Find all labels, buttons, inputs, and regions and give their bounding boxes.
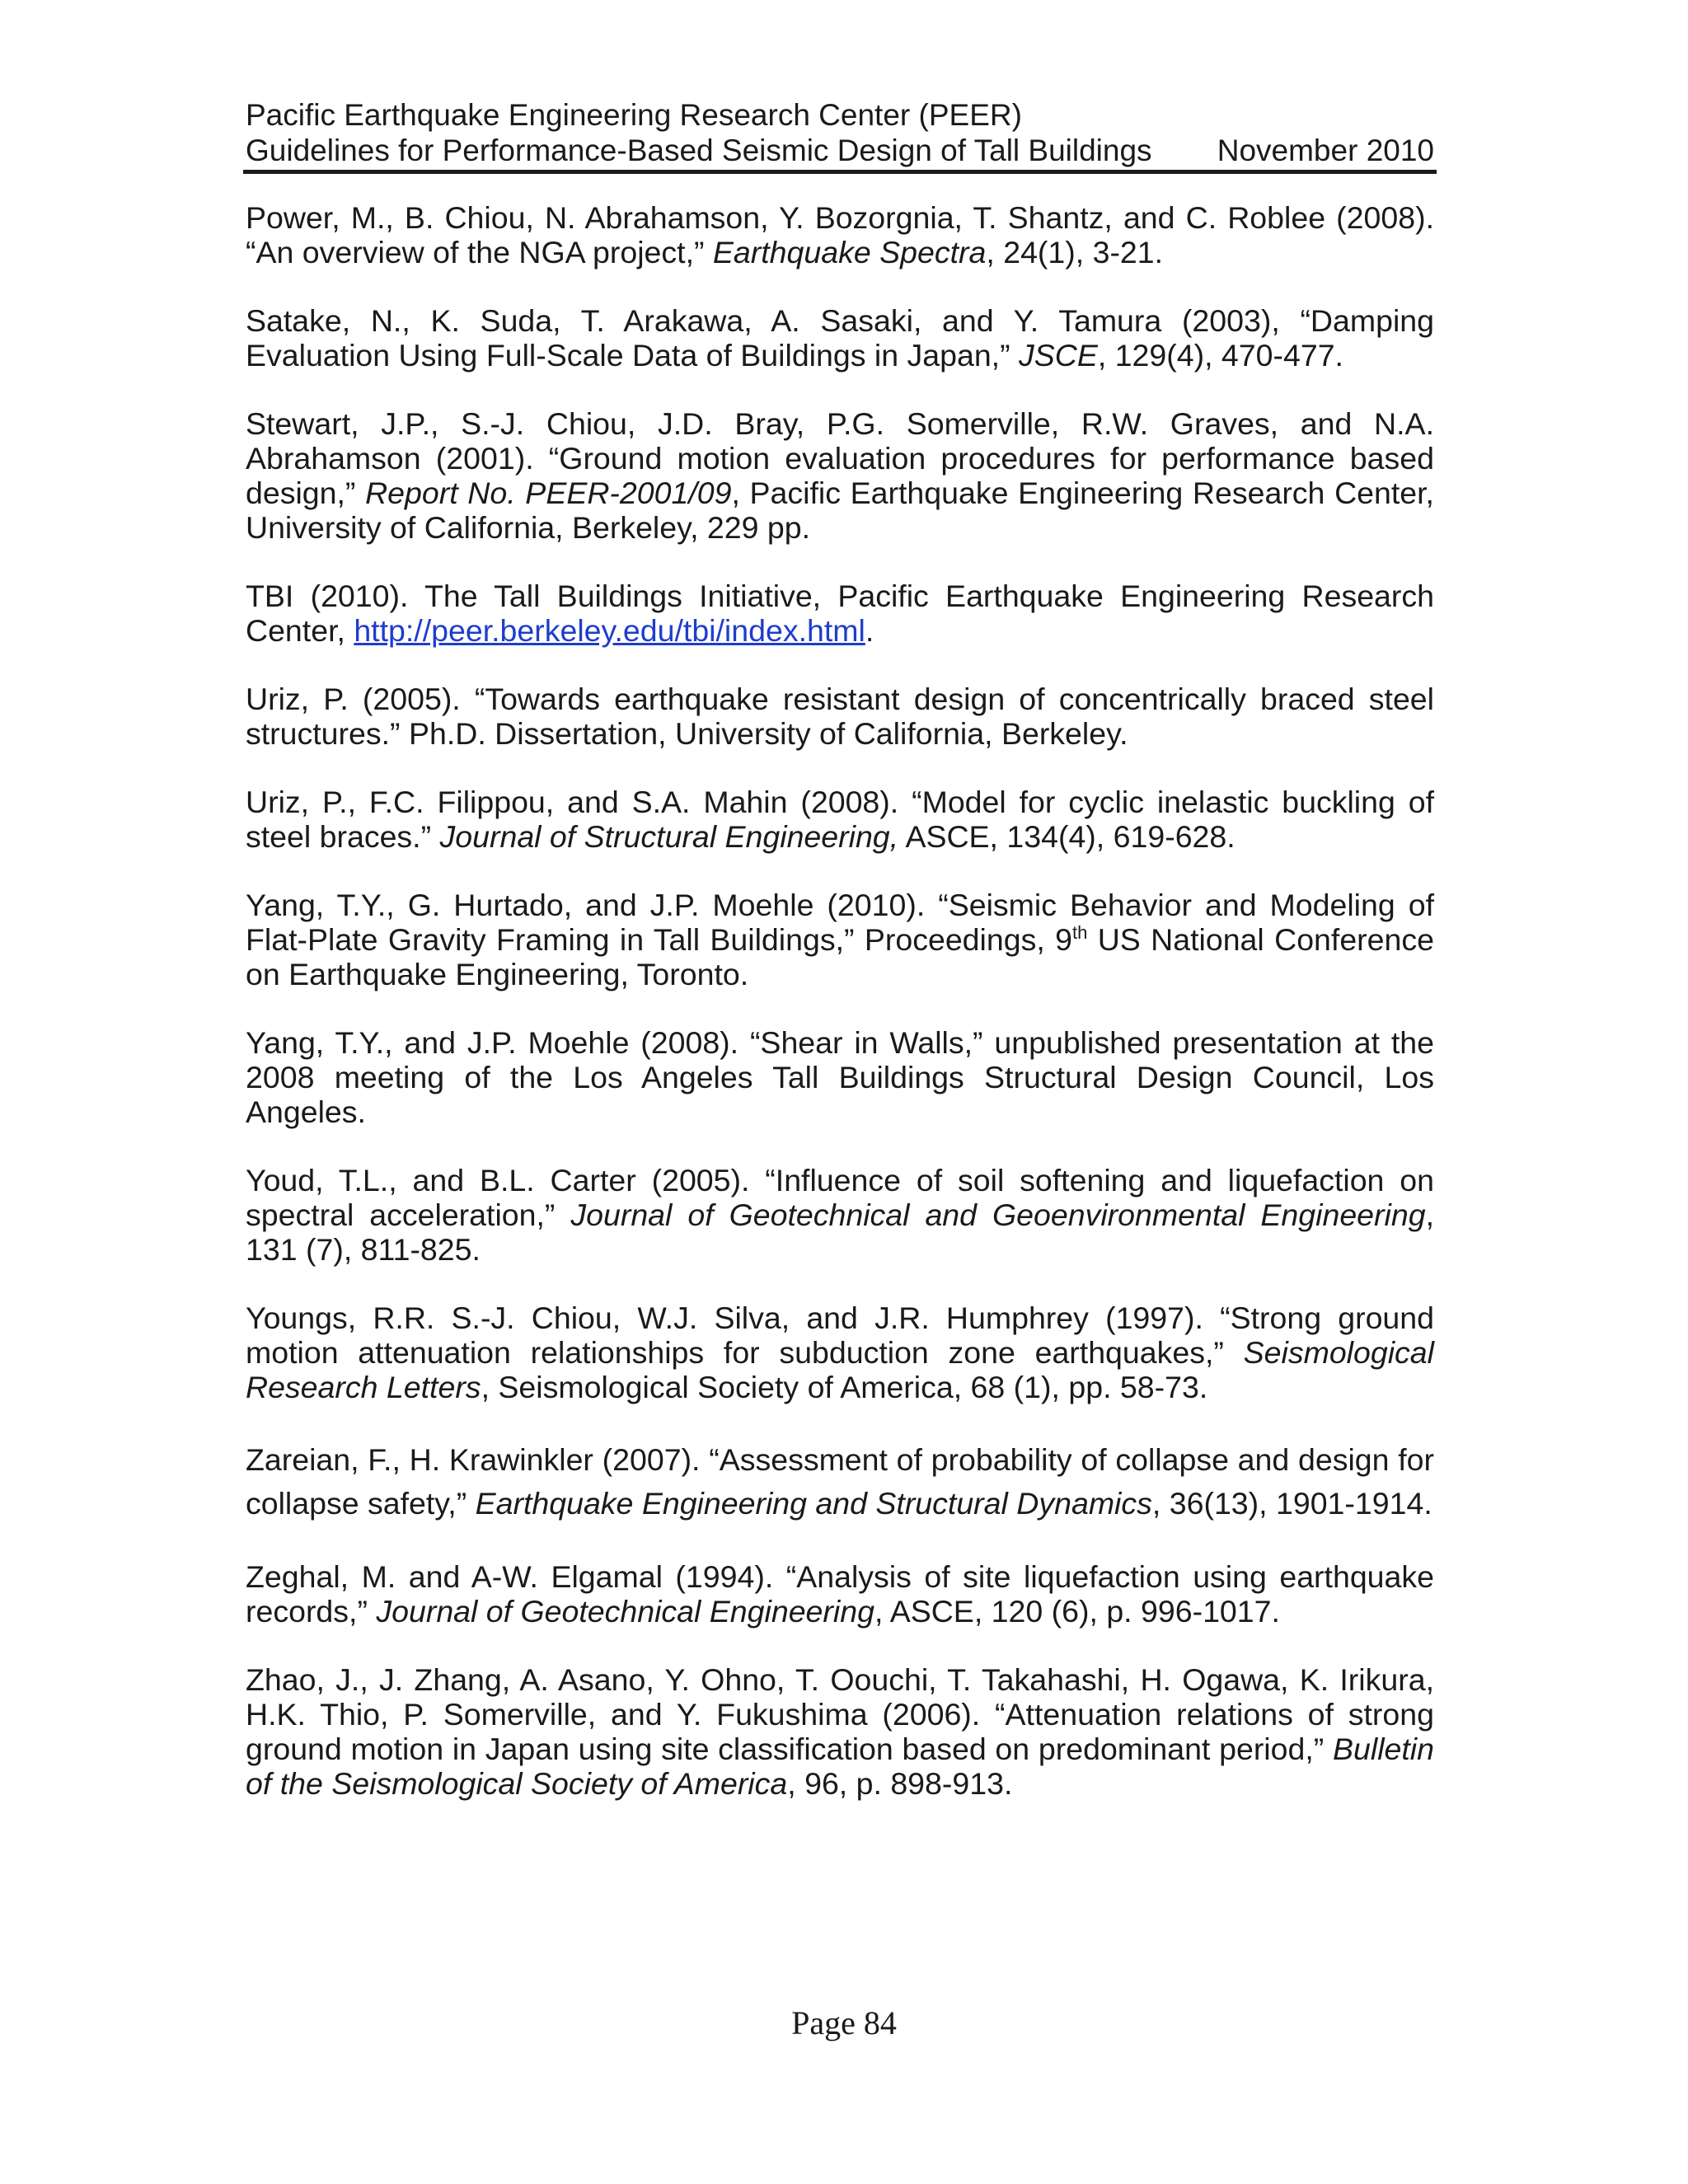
reference-text: , Pacific Earthquake Engineering Research Center, University of California, Berkeley, 229 pp. (246, 476, 1434, 545)
reference-youd-2005 (246, 1163, 1434, 1267)
reference-text: , 129(4), 470-477. (1097, 338, 1343, 373)
reference-text: , 131 (7), 811-825. (246, 1197, 1434, 1267)
reference-text: US National Conference on Earthquake Engineering, Toronto. (246, 922, 1434, 991)
reference-text: , ASCE, 120 (6), p. 996-1017. (874, 1594, 1280, 1629)
reference-yang-2010 (246, 888, 1434, 991)
reference-text: Zeghal, M. and A-W. Elgamal (1994). “Analysis of site liquefaction using earthquake records,” (246, 1559, 1434, 1629)
page-number: Page 84 (791, 2004, 897, 2041)
reference-journal: JSCE (1019, 338, 1098, 373)
reference-journal: Bulletin of the Seismological Society of America (246, 1732, 1434, 1801)
reference-text: Power, M., B. Chiou, N. Abrahamson, Y. Bozorgnia, T. Shantz, and C. Roblee (2008). “An overview of the NGA project,” (246, 200, 1434, 269)
tbi-link[interactable]: http://peer.berkeley.edu/tbi/index.html (354, 613, 865, 648)
reference-journal: Journal of Geotechnical Engineering (376, 1594, 874, 1629)
header-organization: Pacific Earthquake Engineering Research Center (PEER) (246, 98, 1022, 132)
reference-text: ASCE, 134(4), 619-628. (898, 819, 1236, 854)
reference-power-2008 (246, 200, 1434, 269)
reference-text: Stewart, J.P., S.-J. Chiou, J.D. Bray, P.G. Somerville, R.W. Graves, and N.A. Abrahamson (2001). “Ground motion evaluation procedures for performance based design,” (246, 406, 1434, 510)
reference-zareian-2007 (246, 1438, 1434, 1526)
header-title-row (246, 133, 1434, 168)
reference-text: Uriz, P., F.C. Filippou, and S.A. Mahin (2008). “Model for cyclic inelastic buckling of steel braces.” (246, 785, 1434, 854)
reference-youngs-1997 (246, 1301, 1434, 1404)
reference-text: , 96, p. 898-913. (787, 1766, 1013, 1801)
header-date: November 2010 (1217, 134, 1434, 167)
reference-journal: Journal of Structural Engineering, (439, 819, 899, 854)
reference-journal: Earthquake Engineering and Structural Dynamics (475, 1486, 1152, 1521)
reference-text: . (865, 613, 874, 648)
reference-text: Youngs, R.R. S.-J. Chiou, W.J. Silva, and J.R. Humphrey (1997). “Strong ground motion attenuation relationships for subduction zone earthquakes,” (246, 1301, 1434, 1370)
reference-zhao-2006 (246, 1662, 1434, 1801)
reference-satake-2003 (246, 303, 1434, 373)
reference-stewart-2001 (246, 406, 1434, 545)
reference-uriz-2008 (246, 785, 1434, 854)
reference-journal: Journal of Geotechnical and Geoenvironmental Engineering (570, 1197, 1426, 1232)
reference-text: Zhao, J., J. Zhang, A. Asano, Y. Ohno, T. Oouchi, T. Takahashi, H. Ogawa, K. Irikura, H.K. Thio, P. Somerville, and Y. Fukushima (2006). “Attenuation relations of strong ground motion in Japan using site classification based on predominant period,” (246, 1662, 1434, 1766)
reference-text: Yang, T.Y., G. Hurtado, and J.P. Moehle (2010). “Seismic Behavior and Modeling of Flat-Plate Gravity Framing in Tall Buildings,” Proceedings, 9 (246, 888, 1434, 957)
reference-journal: Seismological Research Letters (246, 1335, 1434, 1404)
header-document-title: Guidelines for Performance-Based Seismic Design of Tall Buildings (246, 134, 1152, 167)
reference-text: Zareian, F., H. Krawinkler (2007). “Assessment of probability of collapse and design for collapse safety,” (246, 1442, 1434, 1521)
ordinal-superscript: th (1071, 922, 1088, 943)
page-header (246, 97, 1434, 168)
reference-text: Satake, N., K. Suda, T. Arakawa, A. Sasaki, and Y. Tamura (2003), “Damping Evaluation Using Full-Scale Data of Buildings in Japan,” (246, 303, 1434, 373)
reference-text: Youd, T.L., and B.L. Carter (2005). “Influence of soil softening and liquefaction on spectral acceleration,” (246, 1163, 1434, 1232)
reference-yang-2008: Yang, T.Y., and J.P. Moehle (2008). “Shear in Walls,” unpublished presentation at the 2008 meeting of the Los Angeles Tall Buildings Structural Design Council, Los Angeles. (246, 1025, 1434, 1129)
header-rule (243, 170, 1437, 174)
reference-uriz-2005: Uriz, P. (2005). “Towards earthquake resistant design of concentrically braced steel structures.” Ph.D. Dissertation, University of California, Berkeley. (246, 682, 1434, 751)
reference-list (246, 200, 1434, 1835)
reference-journal: Report No. PEER-2001/09 (365, 476, 732, 510)
reference-text: , 24(1), 3-21. (986, 235, 1164, 269)
reference-text: , Seismological Society of America, 68 (1), pp. 58-73. (481, 1370, 1208, 1404)
reference-text: TBI (2010). The Tall Buildings Initiative, Pacific Earthquake Engineering Research Center, (246, 579, 1434, 648)
reference-tbi-2010 (246, 579, 1434, 648)
reference-text: , 36(13), 1901-1914. (1151, 1486, 1432, 1521)
reference-zeghal-1994 (246, 1559, 1434, 1629)
reference-journal: Earthquake Spectra (712, 235, 987, 269)
